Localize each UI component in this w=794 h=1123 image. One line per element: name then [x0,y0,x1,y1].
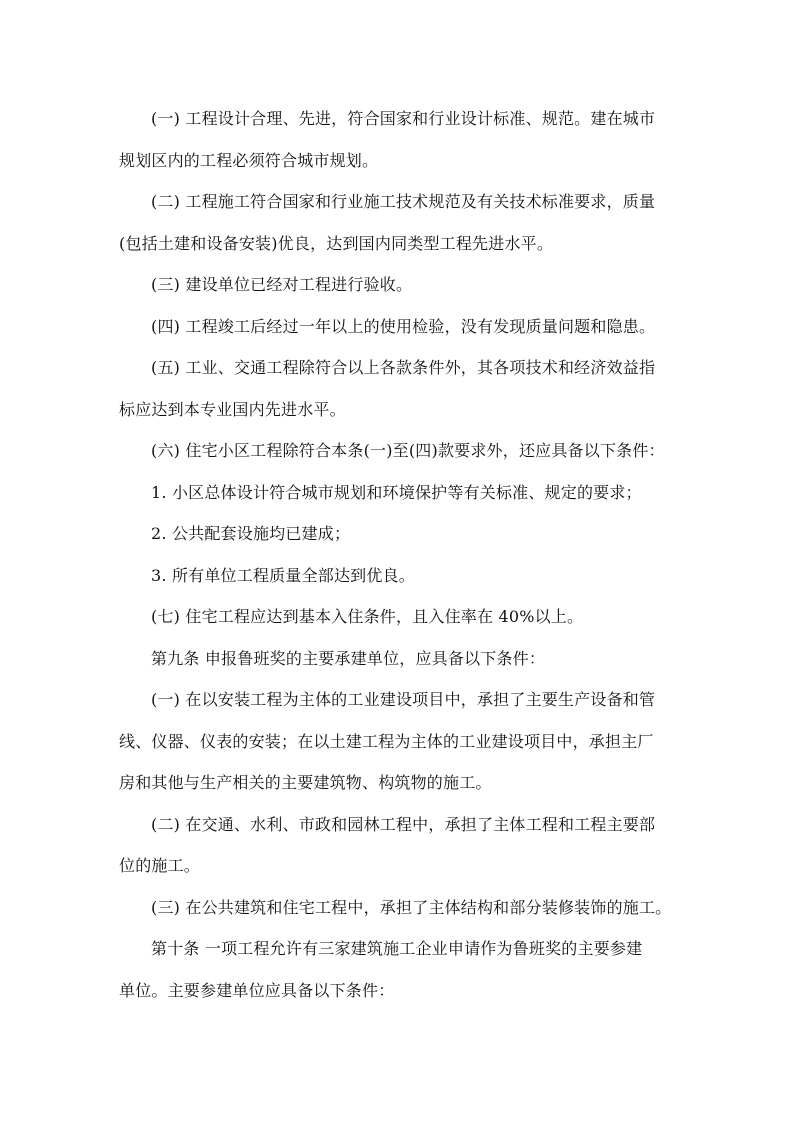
paragraph-line: (一) 在以安装工程为主体的工业建设项目中，承担了主要生产设备和管 [151,690,656,709]
paragraph-line: 房和其他与生产相关的主要建筑物、构筑物的施工。 [119,773,492,792]
paragraph-line: (六) 住宅小区工程除符合本条(一)至(四)款要求外，还应具备以下条件： [151,441,665,460]
paragraph-line: 线、仪器、仪表的安装；在以土建工程为主体的工业建设项目中，承担主厂 [119,731,654,751]
paragraph-line: (二) 在交通、水利、市政和园林工程中，承担了主体工程和工程主要部 [151,814,656,834]
paragraph-line: 1. 小区总体设计符合城市规划和环境保护等有关标准、规定的要求； [151,482,642,502]
paragraph-line: (四) 工程竣工后经过一年以上的使用检验，没有发现质量问题和隐患。 [151,316,656,336]
paragraph-line: 位的施工。 [119,856,201,875]
paragraph-line: (二) 工程施工符合国家和行业施工技术规范及有关技术标准要求，质量 [151,192,656,211]
paragraph-line: (包括土建和设备安装)优良，达到国内同类型工程先进水平。 [119,233,554,253]
paragraph-line: 规划区内的工程必须符合城市规划。 [119,150,379,170]
paragraph-line: (三) 在公共建筑和住宅工程中，承担了主体结构和部分装修装饰的施工。 [151,897,672,917]
paragraph-line: 单位。主要参建单位应具备以下条件： [119,980,395,1000]
paragraph-line: (三) 建设单位已经对工程进行验收。 [151,275,413,294]
document-body [119,98,679,1011]
paragraph-line: (五) 工业、交通工程除符合以上各款条件外，其各项技术和经济效益指 [151,358,656,377]
paragraph-line: (一) 工程设计合理、先进，符合国家和行业设计标准、规范。建在城市 [151,109,656,128]
paragraph-line: 3. 所有单位工程质量全部达到优良。 [151,565,415,585]
article-heading-line: 第十条 一项工程允许有三家建筑施工企业申请作为鲁班奖的主要参建 [151,939,643,958]
article-heading-line: 第九条 申报鲁班奖的主要承建单位，应具备以下条件： [151,648,546,668]
paragraph-line: 标应达到本专业国内先进水平。 [119,399,346,419]
paragraph-line: 2. 公共配套设施均已建成； [151,524,351,543]
paragraph-line: (七) 住宅工程应达到基本入住条件，且入住率在 40%以上。 [151,607,584,626]
